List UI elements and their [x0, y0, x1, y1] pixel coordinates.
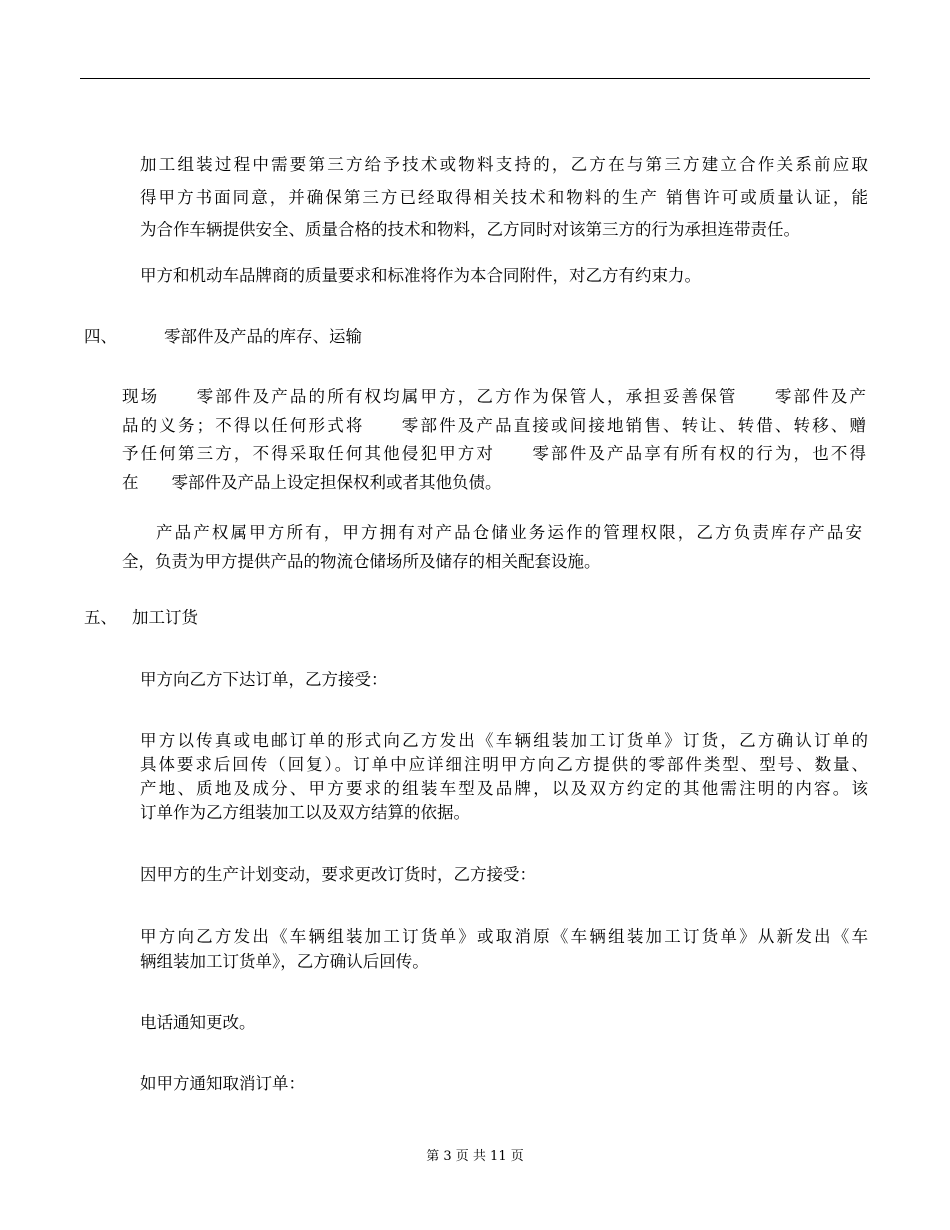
paragraph-third-party-support — [140, 154, 868, 242]
text-line: 辆组装加工订货单》，乙方确认后回传。 — [140, 951, 429, 971]
text-line: 甲方以传真或电邮订单的形式向乙方发出《车辆组装加工订货单》订货，乙方确认订单的 — [140, 731, 868, 750]
text-line: 产品产权属甲方所有，甲方拥有对产品仓储业务运作的管理权限，乙方负责库存产品安 — [156, 523, 862, 542]
text-line: 如甲方通知取消订单： — [140, 1074, 305, 1093]
text-line: 为合作车辆提供安全、质量合格的技术和物料，乙方同时对该第三方的行为承担连带责任。 — [140, 220, 800, 239]
text-line: 加工组装过程中需要第三方给予技术或物料支持的，乙方在与第三方建立合作关系前应取 — [140, 155, 868, 174]
text-line: 全，负责为甲方提供产品的物流仓储场所及储存的相关配套设施。 — [122, 551, 601, 571]
paragraph-plan-change — [140, 864, 536, 887]
paragraph-order-accept — [140, 669, 388, 692]
text-line: 品的义务；不得以任何形式将 零部件及产品直接或间接地销售、转让、转借、转移、赠 — [122, 415, 866, 435]
paragraph-phone-notice — [140, 1012, 256, 1035]
page-number-footer: 第 3 页 共 11 页 — [426, 1149, 524, 1164]
paragraph-inventory-ownership — [122, 386, 866, 494]
section-number: 五、 — [84, 608, 117, 627]
header-rule — [80, 78, 870, 79]
text-line: 现场 零部件及产品的所有权均属甲方，乙方作为保管人，承担妥善保管 零部件及产 — [122, 387, 866, 406]
paragraph-reissue-order — [140, 926, 868, 973]
text-line: 产地、质地及成分、甲方要求的组装车型及品牌，以及双方约定的其他需注明的内容。该 — [140, 779, 868, 798]
section-title: 零部件及产品的库存、运输 — [164, 327, 362, 346]
text-line: 甲方向乙方发出《车辆组装加工订货单》或取消原《车辆组装加工订货单》从新发出《车 — [140, 927, 868, 946]
paragraph-product-rights — [122, 522, 862, 573]
text-line: 电话通知更改。 — [140, 1013, 256, 1032]
text-line: 得甲方书面同意，并确保第三方已经取得相关技术和物料的生产 销售许可或质量认证，能 — [140, 187, 868, 207]
text-line: 因甲方的生产计划变动，要求更改订货时，乙方接受： — [140, 865, 536, 884]
text-line: 予任何第三方，不得采取任何其他侵犯甲方对 零部件及产品享有所有权的行为，也不得 — [122, 444, 866, 463]
text-line: 在 零部件及产品上设定担保权利或者其他负债。 — [122, 472, 502, 492]
text-line: 甲方和机动车品牌商的质量要求和标准将作为本合同附件，对乙方有约束力。 — [140, 266, 701, 285]
paragraph-quality-standards — [140, 265, 701, 288]
text-line: 甲方向乙方下达订单，乙方接受： — [140, 670, 388, 689]
text-line: 具体要求后回传（回复）。订单中应详细注明甲方向乙方提供的零部件类型、型号、数量、 — [140, 755, 868, 774]
section-number: 四、 — [84, 327, 117, 346]
paragraph-cancel-order — [140, 1073, 305, 1096]
paragraph-order-method — [140, 730, 868, 825]
text-line: 订单作为乙方组装加工以及双方结算的依据。 — [140, 803, 470, 822]
section-title: 加工订货 — [132, 608, 198, 627]
